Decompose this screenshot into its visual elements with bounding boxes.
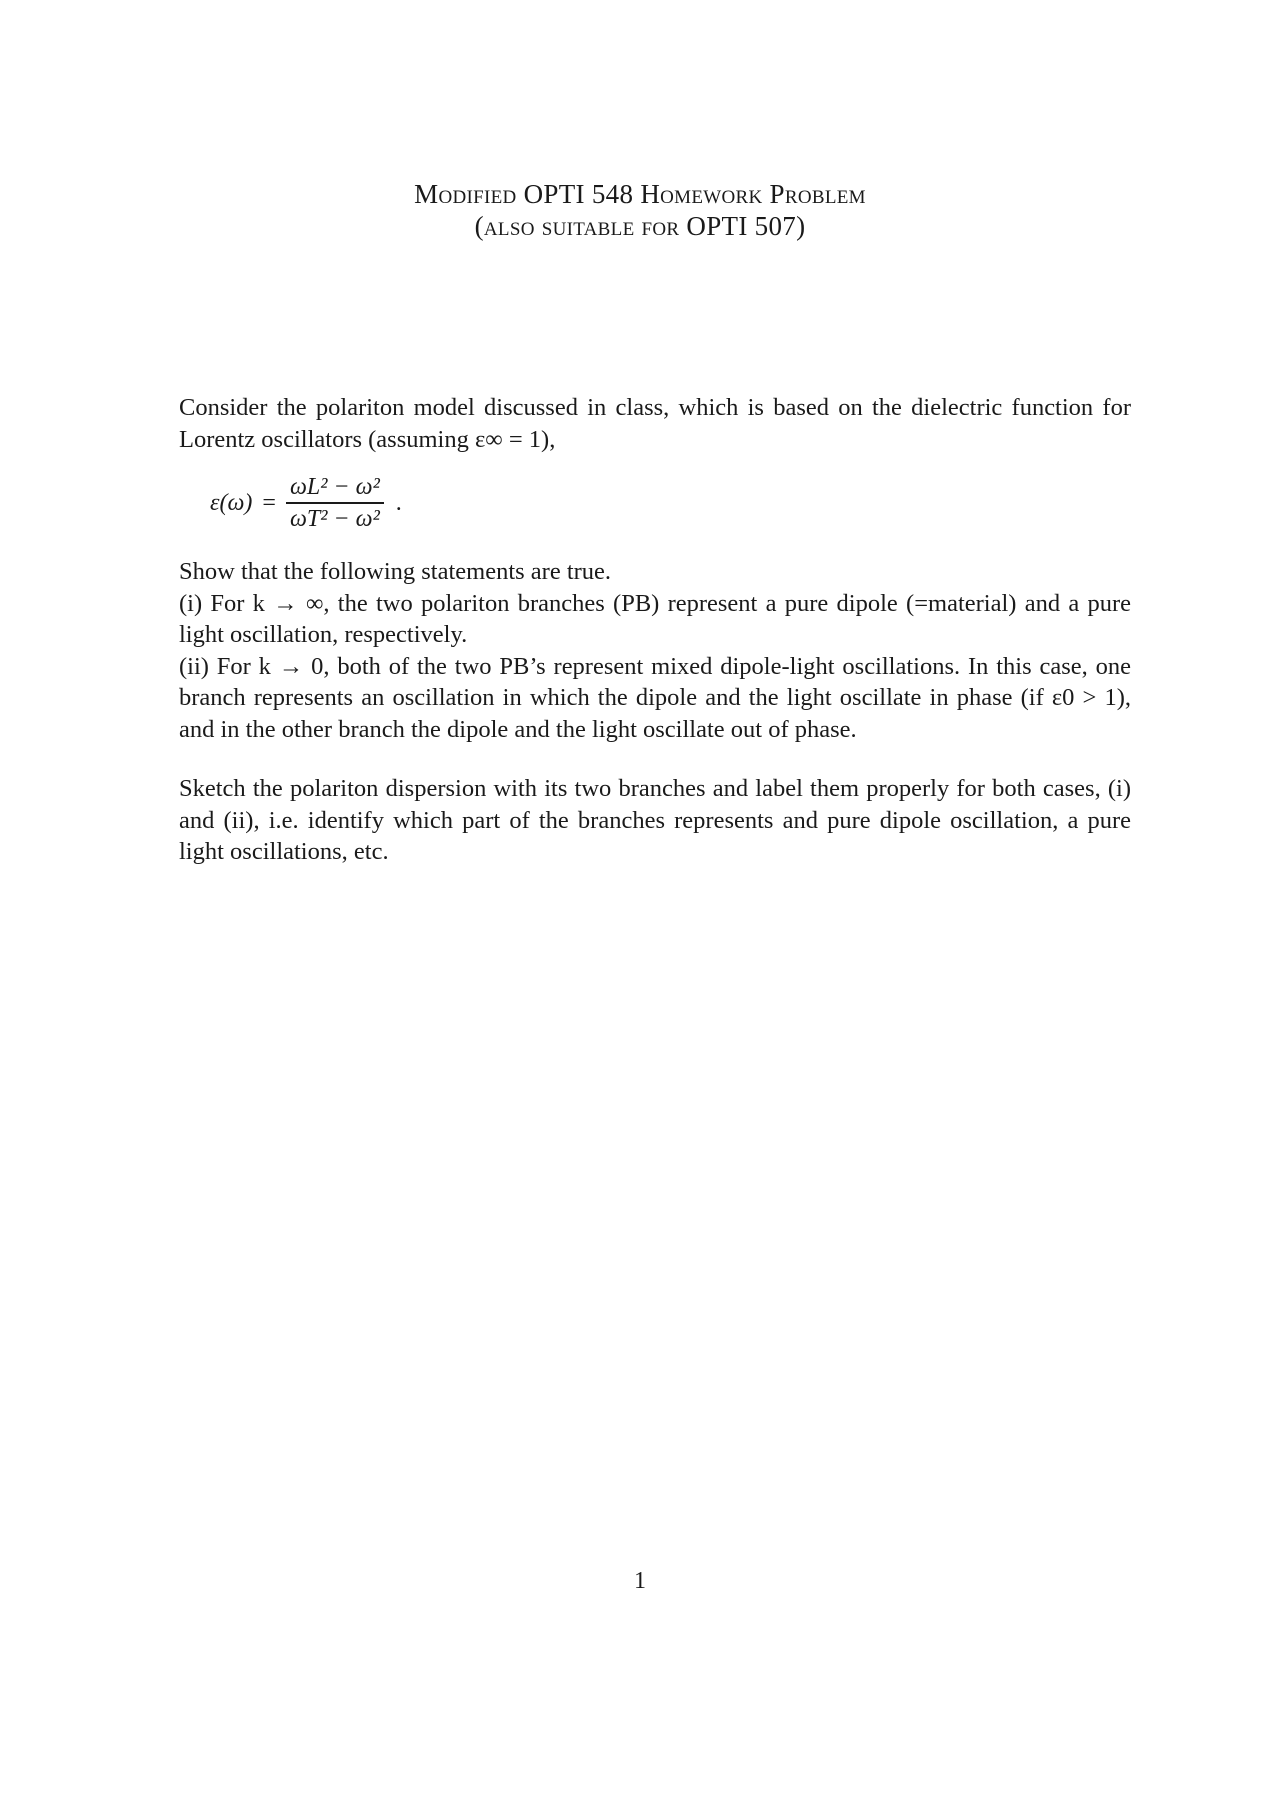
equation-equals: = [262,489,276,516]
sketch-paragraph: Sketch the polariton dispersion with its two branches and label them properly for both cases, (i) and (ii), i.e. identify which part of the branches represents and pure dipole oscillation, a pure light oscillations, etc. [179,775,1131,865]
equation-numerator: ωL² − ω² [289,474,380,501]
equation-lhs: ε(ω) [210,489,253,516]
dielectric-function-equation [210,468,402,538]
intro-paragraph: Consider the polariton model discussed in class, which is based on the dielectric function for Lorentz oscillators (assuming ε∞ = 1), [179,394,1131,453]
equation-denominator: ωT² − ω² [289,505,380,532]
statement-item-1: (i) For k → ∞, the two polariton branches (PB) represent a pure dipole (=material) and a pure light oscillation, respectively. [179,589,1131,648]
statements-paragraph [179,556,1131,745]
page-number: 1 [634,1568,646,1594]
equation-period: . [395,489,402,516]
statement-item-2: (ii) For k → 0, both of the two PB’s represent mixed dipole-light oscillations. In this case, one branch represents an oscillation in which the dipole and the light oscillate in phase (if ε0 > 1), and in the other branch the dipole and the light oscillate out of phase. [179,652,1131,743]
equation-fraction [286,472,384,534]
title-line-2: (also suitable for OPTI 507) [474,211,806,241]
title-line-1: Modified OPTI 548 Homework Problem [414,179,866,209]
document-title [0,178,1280,242]
statements-lead: Show that the following statements are true. [179,558,612,585]
